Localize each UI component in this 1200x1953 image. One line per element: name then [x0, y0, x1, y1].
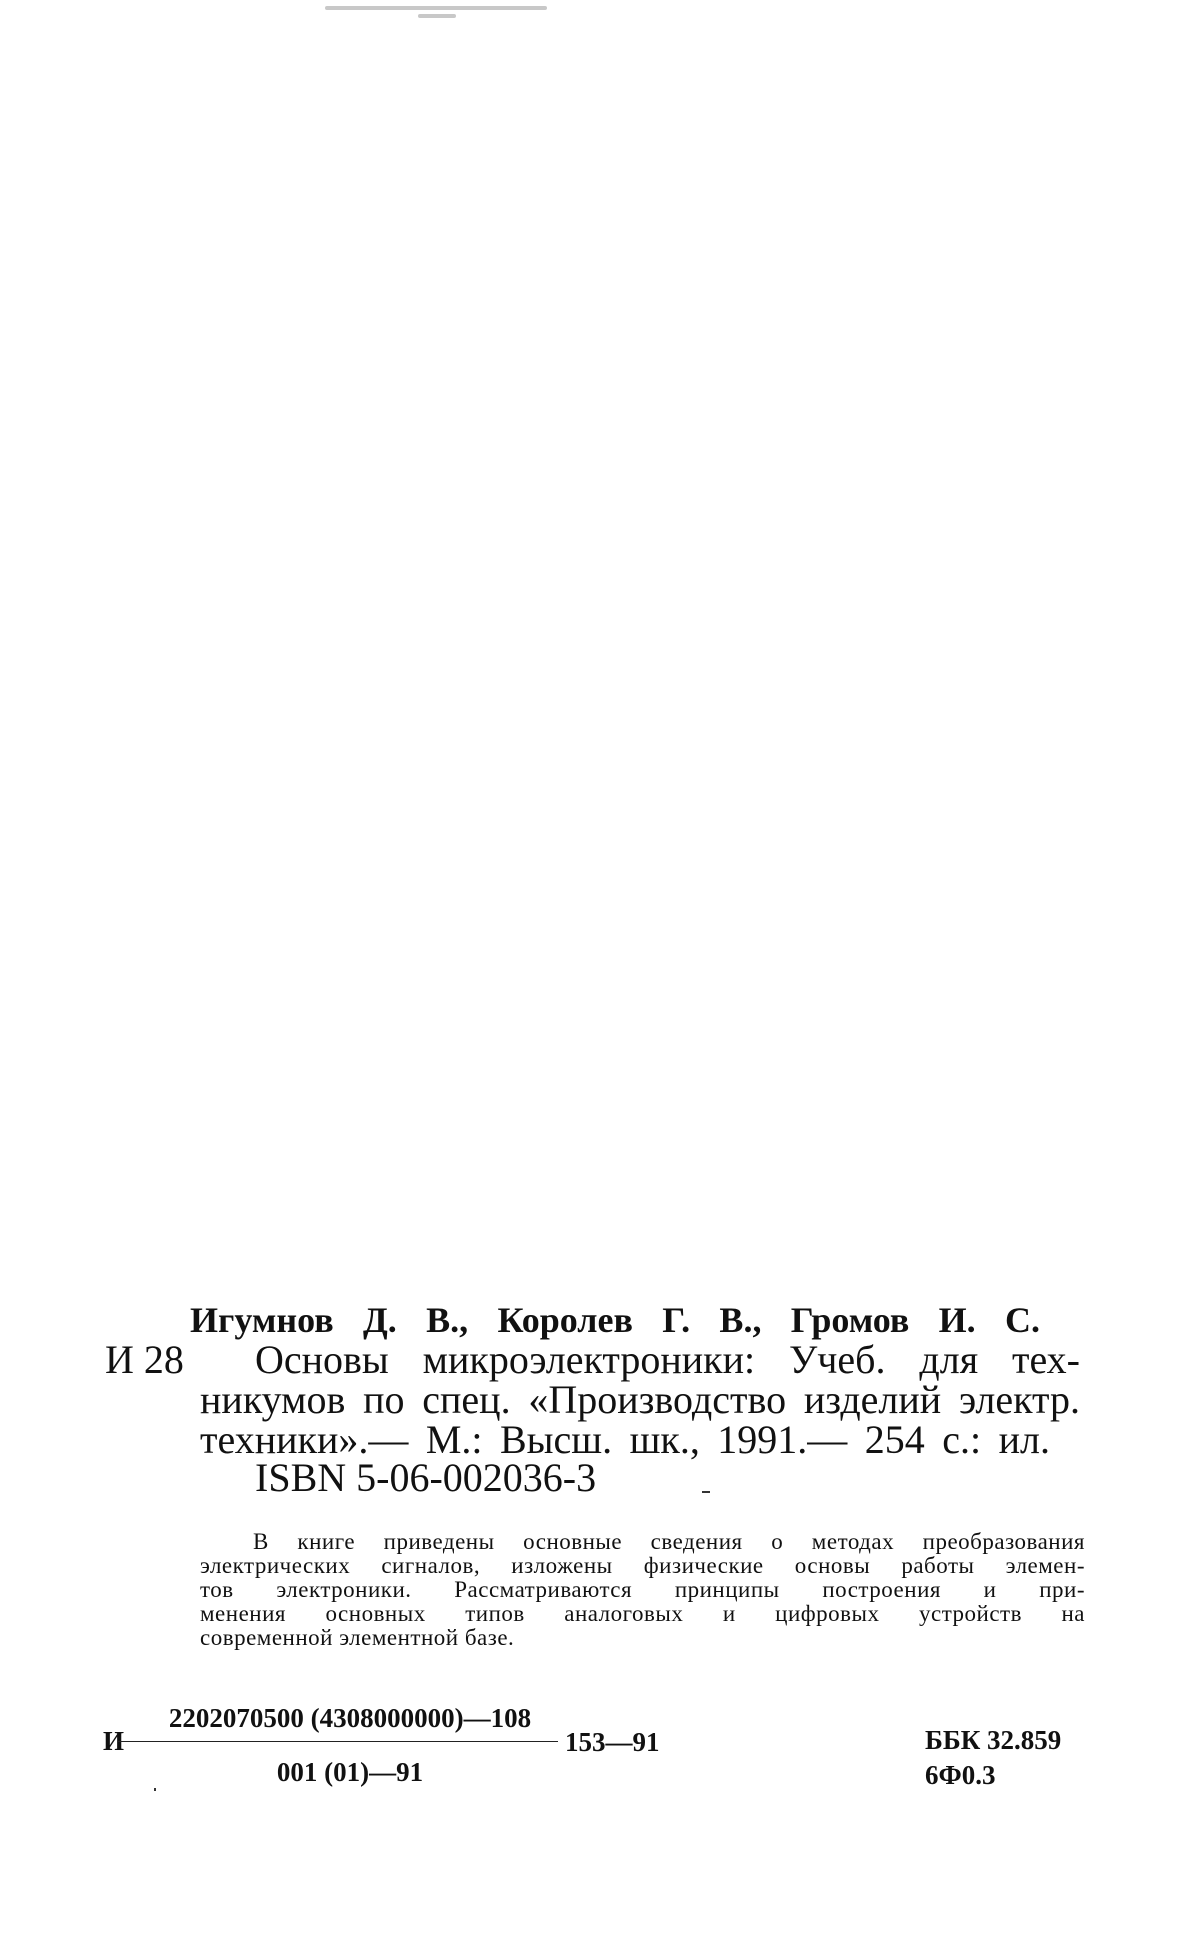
abstract-line-3: тов электроники. Рассматриваются принципы построения и при- [200, 1577, 1085, 1602]
abstract-line-5: современной элементной базе. [200, 1625, 515, 1650]
title-line-1: Основы микроэлектроники: Учеб. для тех- [255, 1337, 1080, 1382]
imprint-letter: И [103, 1726, 125, 1756]
scan-header-smudge-2 [418, 14, 456, 18]
abstract-line-2: электрических сигналов, изложены физические основы работы элемен- [200, 1553, 1085, 1578]
abstract-line-1: В книге приведены основные сведения о методах преобразования [253, 1529, 1085, 1554]
title-line-2: никумов по спец. «Производство изделий электр. [200, 1377, 1080, 1422]
catalog-index: И 28 [105, 1337, 184, 1382]
bbk-index: ББК 32.859 [925, 1725, 1062, 1755]
scan-dot-artifact [154, 1788, 156, 1791]
fraction-rule [118, 1741, 558, 1742]
scan-dash-artifact [702, 1491, 710, 1493]
imprint-denominator: 001 (01)—91 [276, 1757, 424, 1787]
abstract-line-4: менения основных типов аналоговых и цифровых устройств на [200, 1601, 1085, 1626]
scan-header-smudge [325, 6, 547, 10]
publication-line: техники».— М.: Высш. шк., 1991.— 254 с.: ил. [200, 1417, 1050, 1462]
classification-code: 6Ф0.3 [925, 1760, 996, 1790]
imprint-code: 153—91 [565, 1727, 660, 1757]
imprint-numerator: 2202070500 (4308000000)—108 [168, 1703, 532, 1733]
isbn-line: ISBN 5-06-002036-3 [255, 1455, 597, 1500]
authors-line: Игумнов Д. В., Королев Г. В., Громов И. С. [190, 1300, 1040, 1340]
